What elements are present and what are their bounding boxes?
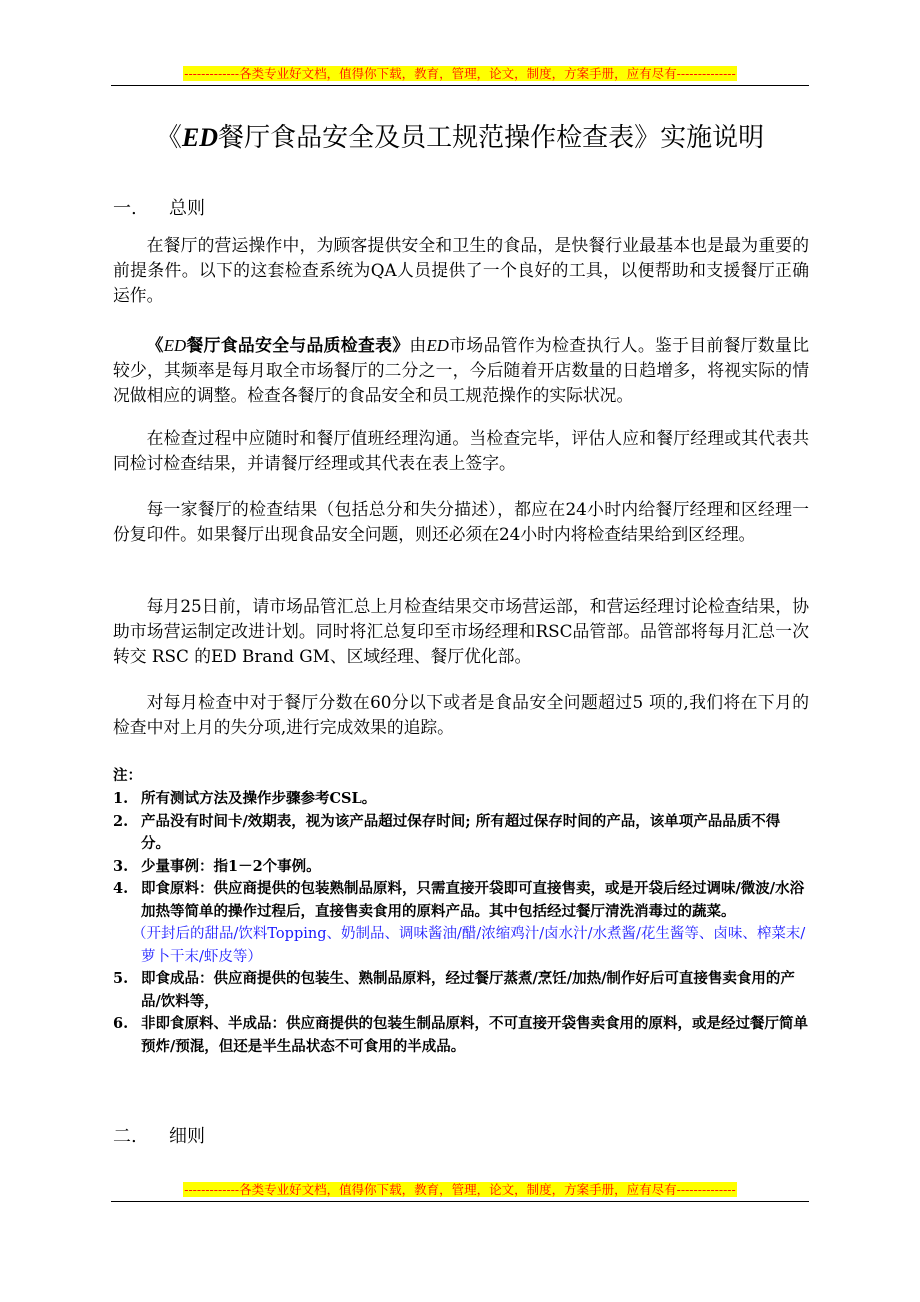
paragraph-1: 在餐厅的营运操作中，为顾客提供安全和卫生的食品，是快餐行业最基本也是最为重要的前提条件。以下的这套检查系统为QA人员提供了一个良好的工具，以便帮助和支援餐厅正确运作。 bbox=[113, 235, 809, 305]
paragraph-4: 每一家餐厅的检查结果（包括总分和失分描述），都应在24小时内给餐厅经理和区经理一份复印件。如果餐厅出现食品安全问题，则还必须在24小时内将检查结果给到区经理。 bbox=[113, 499, 809, 544]
paragraph-2 bbox=[113, 333, 809, 408]
section-number: 一. bbox=[113, 198, 137, 219]
paragraph-5: 每月25日前，请市场品管汇总上月检查结果交市场营运部，和营运经理讨论检查结果，协助市场营运制定改进计划。同时将汇总复印至市场经理和RSC品管部。品管部将每月汇总一次转交 RSC 的ED Brand GM、区域经理、餐厅优化部。 bbox=[113, 596, 809, 666]
p2-text: 市场品管作为检查执行人。鉴于目前餐厅数量比较少，其频率是每月取全市场餐厅的二分之一，今后随着开店数量的日趋增多，将视实际的情况做相应的调整。检查各餐厅的食品安全和员工规范操作的实际状况。 bbox=[113, 335, 809, 405]
note-number: 4. bbox=[113, 880, 129, 897]
section-number: 二. bbox=[113, 1126, 137, 1147]
header-banner bbox=[0, 66, 920, 82]
note-text: 所有测试方法及操作步骤参考CSL。 bbox=[141, 790, 377, 807]
note-text: 非即食原料、半成品：供应商提供的包装生制品原料，不可直接开袋售卖食用的原料，或是经过餐厅简单预炸/预混，但还是半生品状态不可食用的半成品。 bbox=[141, 1015, 808, 1055]
paragraph-6: 对每月检查中对于餐厅分数在60分以下或者是食品安全问题超过5 项的,我们将在下月的检查中对上月的失分项,进行完成效果的追踪。 bbox=[113, 692, 809, 737]
note-4-examples: （开封后的甜品/饮料Topping、奶制品、调味酱油/醋/浓缩鸡汁/卤水汁/水煮酱/花生酱等、卤味、榨菜末/萝卜干末/虾皮等） bbox=[132, 926, 806, 965]
notes-title: 注： bbox=[113, 767, 142, 784]
footer-banner-text: -------------各类专业好文档，值得你下载，教育，管理，论文，制度，方案手册，应有尽有-------------- bbox=[184, 1182, 736, 1197]
note-number: 6. bbox=[113, 1015, 129, 1032]
section-label: 总则 bbox=[169, 198, 205, 219]
title-brand: ED bbox=[181, 123, 219, 152]
note-item bbox=[113, 968, 809, 1013]
header-rule bbox=[111, 85, 809, 86]
note-number: 5. bbox=[113, 970, 129, 987]
title-text: 餐厅食品安全及员工规范操作检查表》实施说明 bbox=[218, 123, 765, 153]
section-label: 细则 bbox=[169, 1126, 205, 1147]
note-text: 即食成品：供应商提供的包装生、熟制品原料，经过餐厅蒸煮/烹饪/加热/制作好后可直接售卖食用的产品/饮料等， bbox=[141, 970, 795, 1010]
note-text: 产品没有时间卡/效期表，视为该产品超过保存时间; 所有超过保存时间的产品，该单项产品品质不得分。 bbox=[141, 812, 781, 852]
note-item bbox=[113, 788, 809, 811]
section-heading-details bbox=[113, 1124, 205, 1150]
note-number: 1. bbox=[113, 790, 129, 807]
paragraph-3: 在检查过程中应随时和餐厅值班经理沟通。当检查完毕，评估人应和餐厅经理或其代表共同检讨检查结果，并请餐厅经理或其代表在表上签字。 bbox=[113, 428, 809, 473]
note-number: 3. bbox=[113, 857, 129, 875]
p2-bracket: 《 bbox=[146, 335, 164, 355]
note-item bbox=[113, 878, 809, 923]
title-prefix: 《 bbox=[155, 123, 182, 153]
page-title bbox=[0, 118, 920, 158]
note-text: 少量事例：指1－2个事例。 bbox=[141, 857, 321, 875]
note-item bbox=[113, 811, 809, 856]
p2-connector: 由 bbox=[409, 335, 427, 355]
header-banner-text: -------------各类专业好文档，值得你下载，教育，管理，论文，制度，方案手册，应有尽有-------------- bbox=[184, 66, 736, 81]
note-item bbox=[113, 856, 809, 879]
p2-brand: ED bbox=[163, 336, 187, 355]
notes-list bbox=[113, 788, 809, 1058]
note-text: 即食原料：供应商提供的包装熟制品原料，只需直接开袋即可直接售卖，或是开袋后经过调味/微波/水浴加热等简单的操作过程后，直接售卖食用的原料产品。其中包括经过餐厅清洗消毒过的蔬菜。 bbox=[141, 880, 805, 920]
footer-banner bbox=[0, 1182, 920, 1198]
footer-rule bbox=[111, 1201, 809, 1202]
section-heading-general bbox=[113, 196, 205, 222]
note-item bbox=[113, 1013, 809, 1058]
p2-brand-2: ED bbox=[426, 336, 449, 355]
p2-form-name: 餐厅食品安全与品质检查表》 bbox=[186, 335, 410, 355]
note-number: 2. bbox=[113, 812, 129, 830]
